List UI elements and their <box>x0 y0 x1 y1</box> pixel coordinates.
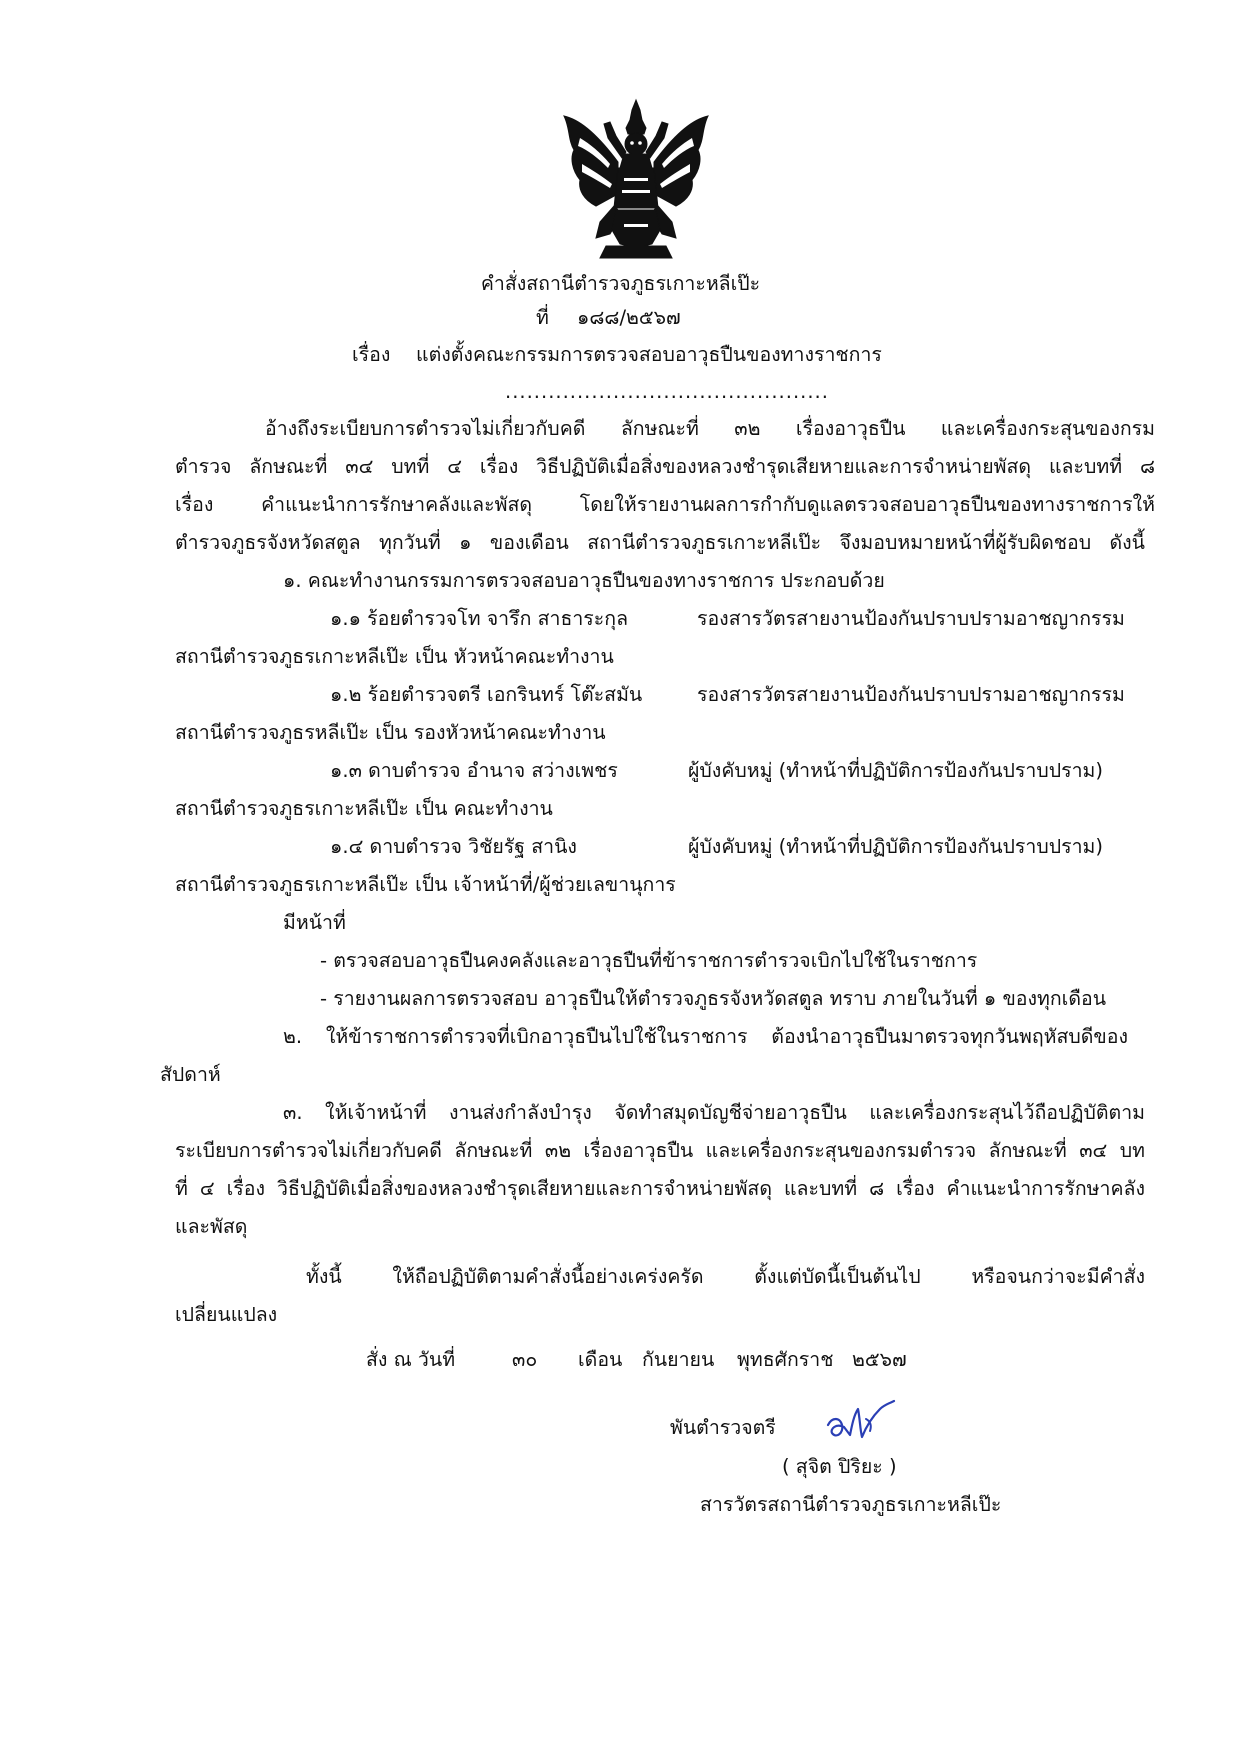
intro-line-3: เรื่อง คำแนะนำการรักษาคลังและพัสดุ โดยให้รายงานผลการกำกับดูแลตรวจสอบอาวุธปืนของทางราชการให้ <box>175 493 1155 516</box>
member-3-name: ๑.๓ ดาบตำรวจ อำนาจ สว่างเพชร <box>330 759 618 782</box>
garuda-emblem-icon <box>560 98 712 260</box>
duty-2: - รายงานผลการตรวจสอบ อาวุธปืนให้ตำรวจภูธรจังหวัดสตูล ทราบ ภายในวันที่ ๑ ของทุกเดือน <box>320 987 1107 1010</box>
member-4-name: ๑.๔ ดาบตำรวจ วิชัยรัฐ สานิง <box>330 835 577 858</box>
intro-line-2: ตำรวจ ลักษณะที่ ๓๔ บทที่ ๔ เรื่อง วิธีปฏิบัติเมื่อสิ่งของหลวงชำรุดเสียหายและการจำหน่ายพัสดุ และบทที่ ๘ <box>175 455 1155 478</box>
date-day: ๓๐ <box>512 1348 538 1371</box>
section3-line-3: ที่ ๔ เรื่อง วิธีปฏิบัติเมื่อสิ่งของหลวงชำรุดเสียหายและการจำหน่ายพัสดุ และบทที่ ๘ เรื่อง คำแนะนำการรักษาคลัง <box>175 1177 1145 1200</box>
member-2-name: ๑.๒ ร้อยตำรวจตรี เอกรินทร์ โต๊ะสมัน <box>330 683 643 706</box>
section2-line-2: สัปดาห์ <box>160 1063 221 1086</box>
section2-line-1: ๒. ให้ข้าราชการตำรวจที่เบิกอาวุธปืนไปใช้ในราชการ ต้องนำอาวุธปืนมาตรวจทุกวันพฤหัสบดีของ <box>283 1025 1128 1048</box>
intro-line-4: ตำรวจภูธรจังหวัดสตูล ทุกวันที่ ๑ ของเดือน สถานีตำรวจภูธรเกาะหลีเป๊ะ จึงมอบหมายหน้าที่ผู้รับผิดชอบ ดังนี้ <box>175 531 1145 554</box>
date-year-label: พุทธศักราช <box>737 1348 834 1371</box>
signer-name: ( สุจิต ปิริยะ ) <box>782 1455 897 1478</box>
date-prefix: สั่ง ณ วันที่ <box>366 1348 456 1371</box>
order-number: ๑๘๘/๒๕๖๗ <box>577 306 681 329</box>
intro-line-1: อ้างถึงระเบียบการตำรวจไม่เกี่ยวกับคดี ลักษณะที่ ๓๒ เรื่องอาวุธปืน และเครื่องกระสุนของกรม <box>265 417 1155 440</box>
duty-1: - ตรวจสอบอาวุธปืนคงคลังและอาวุธปืนที่ข้าราชการตำรวจเบิกไปใช้ในราชการ <box>320 949 978 972</box>
member-4-role: สถานีตำรวจภูธรเกาะหลีเป๊ะ เป็น เจ้าหน้าที่/ผู้ช่วยเลขานุการ <box>175 873 676 896</box>
closing-line-1: ทั้งนี้ ให้ถือปฏิบัติตามคำสั่งนี้อย่างเคร่งครัด ตั้งแต่บัดนี้เป็นต้นไป หรือจนกว่าจะมีคำสั่ง <box>306 1265 1145 1288</box>
header-divider: ............................................. <box>505 380 829 403</box>
order-title: คำสั่งสถานีตำรวจภูธรเกาะหลีเป๊ะ <box>480 272 761 295</box>
date-month: กันยายน <box>642 1348 715 1371</box>
member-3-role: สถานีตำรวจภูธรเกาะหลีเป๊ะ เป็น คณะทำงาน <box>175 797 553 820</box>
section3-line-1: ๓. ให้เจ้าหน้าที่ งานส่งกำลังบำรุง จัดทำสมุดบัญชีจ่ายอาวุธปืน และเครื่องกระสุนไว้ถือปฏิบัติตาม <box>283 1101 1145 1124</box>
member-3-position: ผู้บังคับหมู่ (ทำหน้าที่ปฏิบัติการป้องกันปราบปราม) <box>688 759 1103 782</box>
duties-label: มีหน้าที่ <box>283 911 346 934</box>
section3-line-2: ระเบียบการตำรวจไม่เกี่ยวกับคดี ลักษณะที่ ๓๒ เรื่องอาวุธปืน และเครื่องกระสุนของกรมตำรวจ ลักษณะที่ ๓๔ บท <box>175 1139 1145 1162</box>
order-number-label: ที่ <box>536 306 549 329</box>
date-year: ๒๕๖๗ <box>852 1348 907 1371</box>
closing-line-2: เปลี่ยนแปลง <box>175 1303 278 1326</box>
member-4-position: ผู้บังคับหมู่ (ทำหน้าที่ปฏิบัติการป้องกันปราบปราม) <box>688 835 1103 858</box>
member-2-role: สถานีตำรวจภูธรหลีเป๊ะ เป็น รองหัวหน้าคณะทำงาน <box>175 721 606 744</box>
member-1-role: สถานีตำรวจภูธรเกาะหลีเป๊ะ เป็น หัวหน้าคณะทำงาน <box>175 645 614 668</box>
handwritten-signature-icon <box>822 1395 898 1447</box>
signer-rank: พันตำรวจตรี <box>670 1416 776 1439</box>
section3-line-4: และพัสดุ <box>175 1215 248 1238</box>
subject-text: แต่งตั้งคณะกรรมการตรวจสอบอาวุธปืนของทางราชการ <box>416 343 882 366</box>
member-1-position: รองสารวัตรสายงานป้องกันปราบปรามอาชญากรรม <box>697 607 1125 630</box>
date-month-label: เดือน <box>578 1348 623 1371</box>
subject-label: เรื่อง <box>352 343 391 366</box>
section1-heading: ๑. คณะทำงานกรรมการตรวจสอบอาวุธปืนของทางราชการ ประกอบด้วย <box>283 569 885 592</box>
signer-position: สารวัตรสถานีตำรวจภูธรเกาะหลีเป๊ะ <box>700 1493 1002 1516</box>
member-1-name: ๑.๑ ร้อยตำรวจโท จารึก สาธาระกุล <box>330 607 629 630</box>
member-2-position: รองสารวัตรสายงานป้องกันปราบปรามอาชญากรรม <box>697 683 1125 706</box>
